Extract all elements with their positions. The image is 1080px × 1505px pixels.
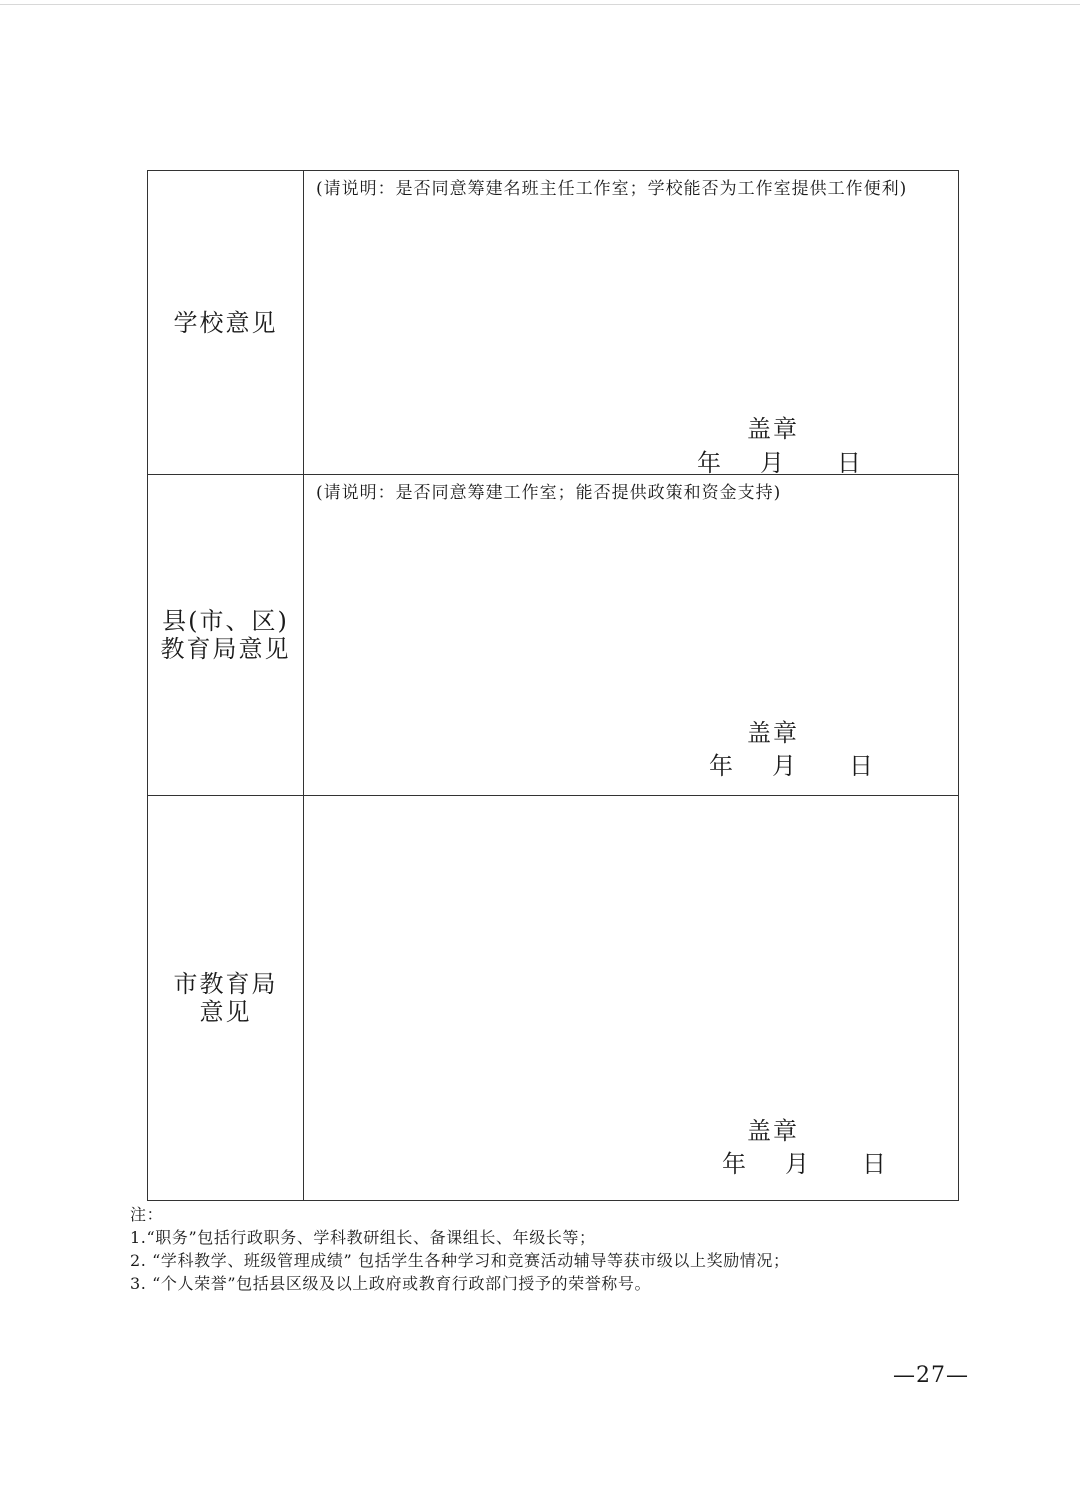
county-opinion-row	[148, 475, 959, 796]
label-line: 教育局意见	[160, 635, 291, 663]
city-stamp-label: 盖章	[747, 1117, 799, 1145]
date-month: 月	[785, 1150, 809, 1178]
city-opinion-row	[148, 796, 959, 1201]
date-day: 日	[862, 1150, 886, 1178]
date-year: 年	[722, 1150, 746, 1178]
label-line: 市教育局	[173, 970, 278, 998]
label-line: 意见	[199, 998, 252, 1026]
school-date-line	[697, 443, 867, 478]
city-opinion-content[interactable]	[304, 796, 959, 1201]
label-line: 学校意见	[173, 308, 278, 337]
date-day: 日	[837, 449, 861, 477]
school-opinion-label	[148, 171, 304, 475]
page-top-border	[0, 4, 1080, 5]
label-line: 县(市、区)	[162, 607, 289, 635]
school-opinion-row	[148, 171, 959, 475]
date-month: 月	[772, 752, 796, 780]
notes-heading: 注：	[130, 1205, 164, 1224]
county-opinion-hint: (请说明：是否同意筹建工作室；能否提供政策和资金支持)	[316, 483, 782, 503]
city-opinion-label	[148, 796, 304, 1201]
date-month: 月	[760, 449, 784, 477]
note-item: 2. “学科教学、班级管理成绩” 包括学生各种学习和竞赛活动辅导等获市级以上奖励情况；	[130, 1251, 790, 1270]
date-year: 年	[709, 752, 733, 780]
opinion-table	[147, 170, 959, 1201]
school-stamp-label: 盖章	[747, 415, 799, 443]
county-stamp-label: 盖章	[747, 719, 799, 747]
date-day: 日	[849, 752, 873, 780]
school-opinion-hint: (请说明：是否同意筹建名班主任工作室；学校能否为工作室提供工作便利)	[316, 179, 908, 199]
county-opinion-label	[148, 475, 304, 796]
county-opinion-content[interactable]	[304, 475, 959, 796]
note-item: 1.“职务”包括行政职务、学科教研组长、备课组长、年级长等；	[130, 1228, 596, 1247]
city-date-line	[722, 1144, 892, 1179]
page-number: —27—	[893, 1363, 969, 1388]
notes-section	[130, 1203, 790, 1295]
date-year: 年	[697, 449, 721, 477]
note-item: 3. “个人荣誉”包括县区级及以上政府或教育行政部门授予的荣誉称号。	[130, 1274, 652, 1293]
school-opinion-content[interactable]	[304, 171, 959, 475]
county-date-line	[709, 746, 879, 781]
